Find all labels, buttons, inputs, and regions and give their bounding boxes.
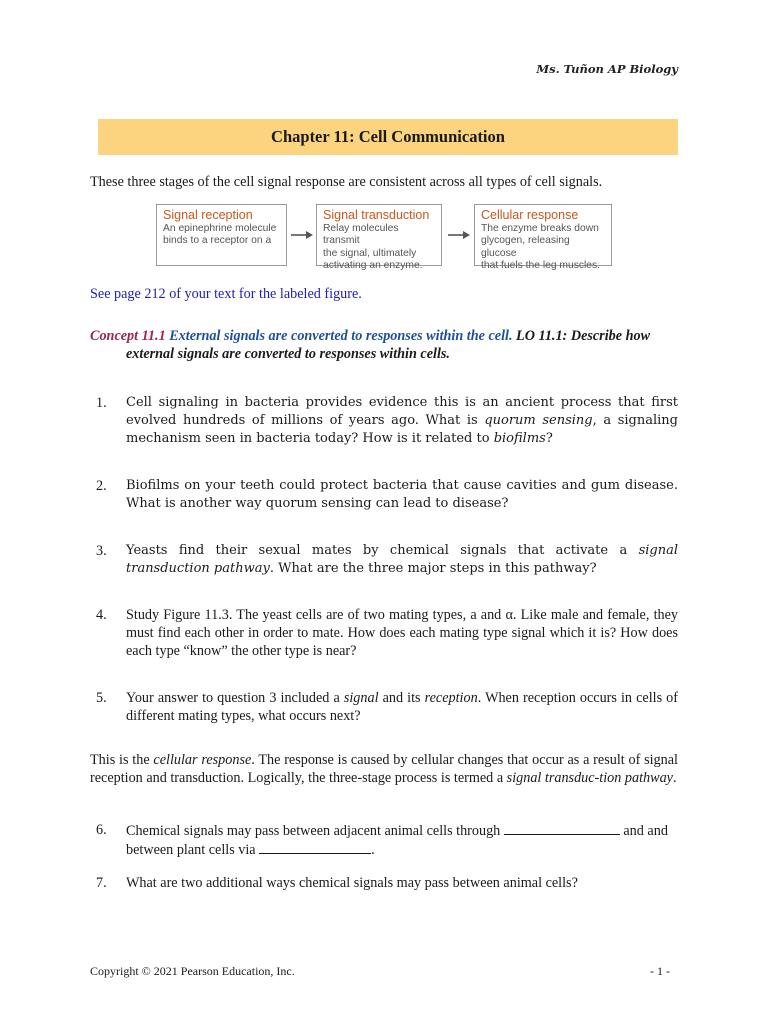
page-number: - 1 -: [650, 964, 670, 978]
question-text: . What are the three major steps in this pathway?: [269, 561, 597, 576]
question-3: [96, 542, 678, 578]
cellular-response-paragraph: [90, 751, 678, 787]
stage-text-line: Relay molecules transmit: [323, 223, 399, 247]
answer-blank[interactable]: [504, 821, 620, 835]
paragraph-text: This is the: [90, 752, 154, 768]
stage-text-line: binds to a receptor on a: [163, 235, 272, 247]
paragraph-term: cellular response: [153, 752, 252, 768]
chapter-title: Chapter 11: Cell Communication: [271, 127, 505, 146]
stage-text-line: An epinephrine molecule: [163, 223, 277, 234]
question-1: [96, 394, 678, 448]
learning-objective-cont: external signals are converted to responses within cells.: [126, 346, 450, 362]
question-text: Your answer to question 3 included a: [126, 690, 344, 706]
stage-text-line: activating an enzyme.: [323, 259, 423, 271]
signal-stages-figure: [156, 204, 612, 271]
question-5: [96, 689, 678, 725]
question-term: signal transduction pathway: [126, 543, 678, 576]
concept-title: External signals are converted to responses within the cell.: [169, 328, 513, 344]
question-term: biofilms: [493, 431, 546, 446]
copyright-footer: Copyright © 2021 Pearson Education, Inc.: [90, 964, 295, 978]
question-6: 6. Chemical signals may pass between adjacent animal cells through and and between plant cells via .: [96, 822, 668, 858]
chapter-title-banner: [98, 119, 678, 155]
stage-title: Cellular response: [481, 208, 579, 222]
question-term: reception: [424, 690, 478, 706]
learning-objective: LO 11.1: Describe how: [516, 328, 651, 344]
stage-text-line: that fuels the leg muscles.: [481, 259, 601, 271]
stage-text-line: the signal, ultimately: [323, 247, 417, 259]
stage-title: Signal reception: [163, 208, 253, 222]
question-number: 4.: [96, 607, 107, 623]
question-text: Yeasts find their sexual mates by chemical signals that activate a: [126, 543, 639, 558]
question-text: Biofilms on your teeth could protect bacteria that cause cavities and gum disease. What is another way quorum sensing can lead to disease?: [126, 478, 678, 511]
question-number: 7.: [96, 875, 107, 891]
arrow-right-icon: [290, 230, 314, 240]
question-term: quorum sensing: [484, 413, 593, 428]
stage-signal-transduction: [316, 204, 442, 271]
stage-cellular-response: [474, 204, 612, 271]
stage-title: Signal transduction: [323, 208, 430, 222]
question-term: signal: [343, 690, 379, 706]
question-number: 3.: [96, 543, 107, 559]
stage-text-line: glycogen, releasing glucose: [481, 235, 570, 259]
stage-signal-reception: [156, 204, 287, 266]
arrow-right-icon: [447, 230, 471, 240]
question-text: Cell signaling in bacteria provides evidence this is an ancient process that first evolved hundreds of millions of years ago. What is: [126, 395, 678, 428]
answer-blank[interactable]: [259, 840, 371, 854]
question-number: 2.: [96, 478, 107, 494]
question-text: .: [371, 842, 375, 858]
question-text: What are two additional ways chemical signals may pass between animal cells?: [126, 875, 578, 891]
paragraph-term: signal transduc-tion pathway: [506, 770, 673, 786]
concept-number: Concept 11.1: [90, 328, 166, 344]
question-text: and its: [378, 690, 425, 706]
question-text: . When reception occurs in cells of different mating types, what occurs next?: [126, 690, 678, 724]
question-text: Study Figure 11.3. The yeast cells are of two mating types, a and α. Like male and female, they must find each other in order to mate. How does each mating type signal which it is? How does each type “know” the other type is near?: [126, 607, 678, 659]
figure-reference: See page 212 of your text for the labeled figure.: [90, 286, 362, 302]
question-text: Chemical signals may pass between adjacent animal cells through: [126, 823, 501, 839]
question-4: [96, 606, 678, 660]
stage-text-line: The enzyme breaks down: [481, 223, 599, 234]
intro-text: These three stages of the cell signal response are consistent across all types of cell signals.: [90, 174, 603, 190]
concept-heading: [90, 327, 680, 363]
question-number: 6.: [96, 822, 107, 838]
question-text: ?: [545, 431, 553, 446]
question-number: 5.: [96, 690, 107, 706]
question-text: , a signaling mechanism seen in bacteria today? How is it related to: [126, 413, 679, 446]
paragraph-text: .: [672, 770, 677, 786]
question-text: and between plant cells via: [126, 823, 668, 858]
author-header: Ms. Tuñon AP Biology: [536, 62, 678, 76]
paragraph-text: . The response is caused by cellular changes that occur as a result of signal reception and transduction. Logically, the three-stage process is termed a: [90, 752, 679, 786]
question-number: 1.: [96, 395, 107, 411]
question-2: [96, 477, 678, 513]
question-7: [96, 874, 678, 892]
